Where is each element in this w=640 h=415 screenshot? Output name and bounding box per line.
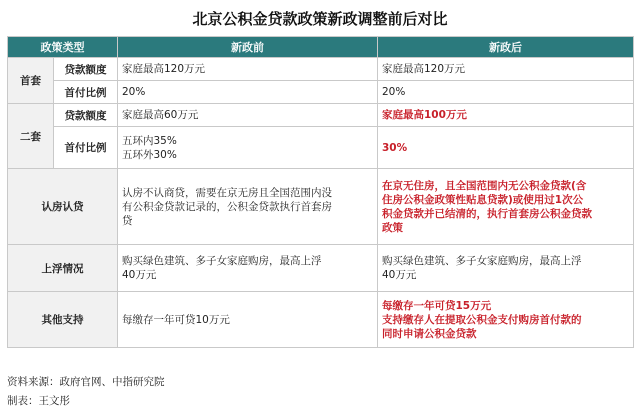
recognition-after-line4: 政策 — [382, 221, 403, 234]
table-row — [8, 245, 634, 292]
recognition-after — [378, 169, 634, 245]
table-row — [8, 104, 634, 127]
recognition-after-line1: 在京无住房，且全国范围内无公积金贷款(含 — [382, 179, 587, 192]
float-up-before-line2: 40万元 — [122, 269, 157, 281]
category-first-home: 首套 — [8, 58, 54, 104]
table-row — [8, 169, 634, 245]
recognition-after-line3: 积金贷款并已结清的，执行首套房公积金贷款 — [382, 207, 592, 220]
category-other-support: 其他支持 — [8, 292, 118, 348]
second-down-before — [118, 127, 378, 169]
float-up-after-line1: 购买绿色建筑、多子女家庭购房，最高上浮 — [382, 255, 582, 267]
footer-author: 制表：王文彤 — [7, 395, 70, 407]
other-before: 每缴存一年可贷10万元 — [118, 292, 378, 348]
table-row — [8, 81, 634, 104]
row-label-loan-quota: 贷款额度 — [54, 104, 118, 127]
float-up-before — [118, 245, 378, 292]
header-after: 新政后 — [378, 37, 634, 58]
recognition-before-line3: 贷 — [122, 214, 133, 227]
second-down-before-line2: 五环外30% — [122, 148, 177, 161]
comparison-table — [7, 36, 634, 348]
other-after — [378, 292, 634, 348]
page-title: 北京公积金贷款政策新政调整前后对比 — [192, 10, 448, 28]
row-label-loan-quota: 贷款额度 — [54, 58, 118, 81]
second-quota-before: 家庭最高60万元 — [118, 104, 378, 127]
table-row — [8, 58, 634, 81]
header-policy-type: 政策类型 — [8, 37, 118, 58]
first-down-before: 20% — [118, 81, 378, 104]
category-second-home: 二套 — [8, 104, 54, 169]
other-after-line1: 每缴存一年可贷15万元 — [382, 299, 492, 312]
second-down-after: 30% — [378, 127, 634, 169]
row-label-down-payment: 首付比例 — [54, 127, 118, 169]
float-up-after — [378, 245, 634, 292]
first-quota-before: 家庭最高120万元 — [118, 58, 378, 81]
category-float-up: 上浮情况 — [8, 245, 118, 292]
footer-source: 资料来源：政府官网、中指研究院 — [7, 376, 165, 388]
table-header-row — [8, 37, 634, 58]
table-row — [8, 292, 634, 348]
first-down-after: 20% — [378, 81, 634, 104]
recognition-after-line2: 住房公积金政策性贴息贷款)或使用过1次公 — [382, 193, 584, 206]
first-quota-after: 家庭最高120万元 — [378, 58, 634, 81]
category-recognition: 认房认贷 — [8, 169, 118, 245]
float-up-after-line2: 40万元 — [382, 269, 417, 281]
other-after-line2: 支持缴存人在提取公积金支付购房首付款的 — [382, 313, 582, 326]
second-down-before-line1: 五环内35% — [122, 134, 177, 147]
table-row — [8, 127, 634, 169]
float-up-before-line1: 购买绿色建筑、多子女家庭购房，最高上浮 — [122, 255, 322, 267]
recognition-before-line2: 有公积金贷款记录的，公积金贷款执行首套房 — [122, 200, 332, 213]
row-label-down-payment: 首付比例 — [54, 81, 118, 104]
recognition-before-line1: 认房不认商贷，需要在京无房且全国范围内没 — [122, 186, 332, 199]
other-after-line3: 同时申请公积金贷款 — [382, 327, 477, 340]
header-before: 新政前 — [118, 37, 378, 58]
second-quota-after: 家庭最高100万元 — [378, 104, 634, 127]
recognition-before — [118, 169, 378, 245]
